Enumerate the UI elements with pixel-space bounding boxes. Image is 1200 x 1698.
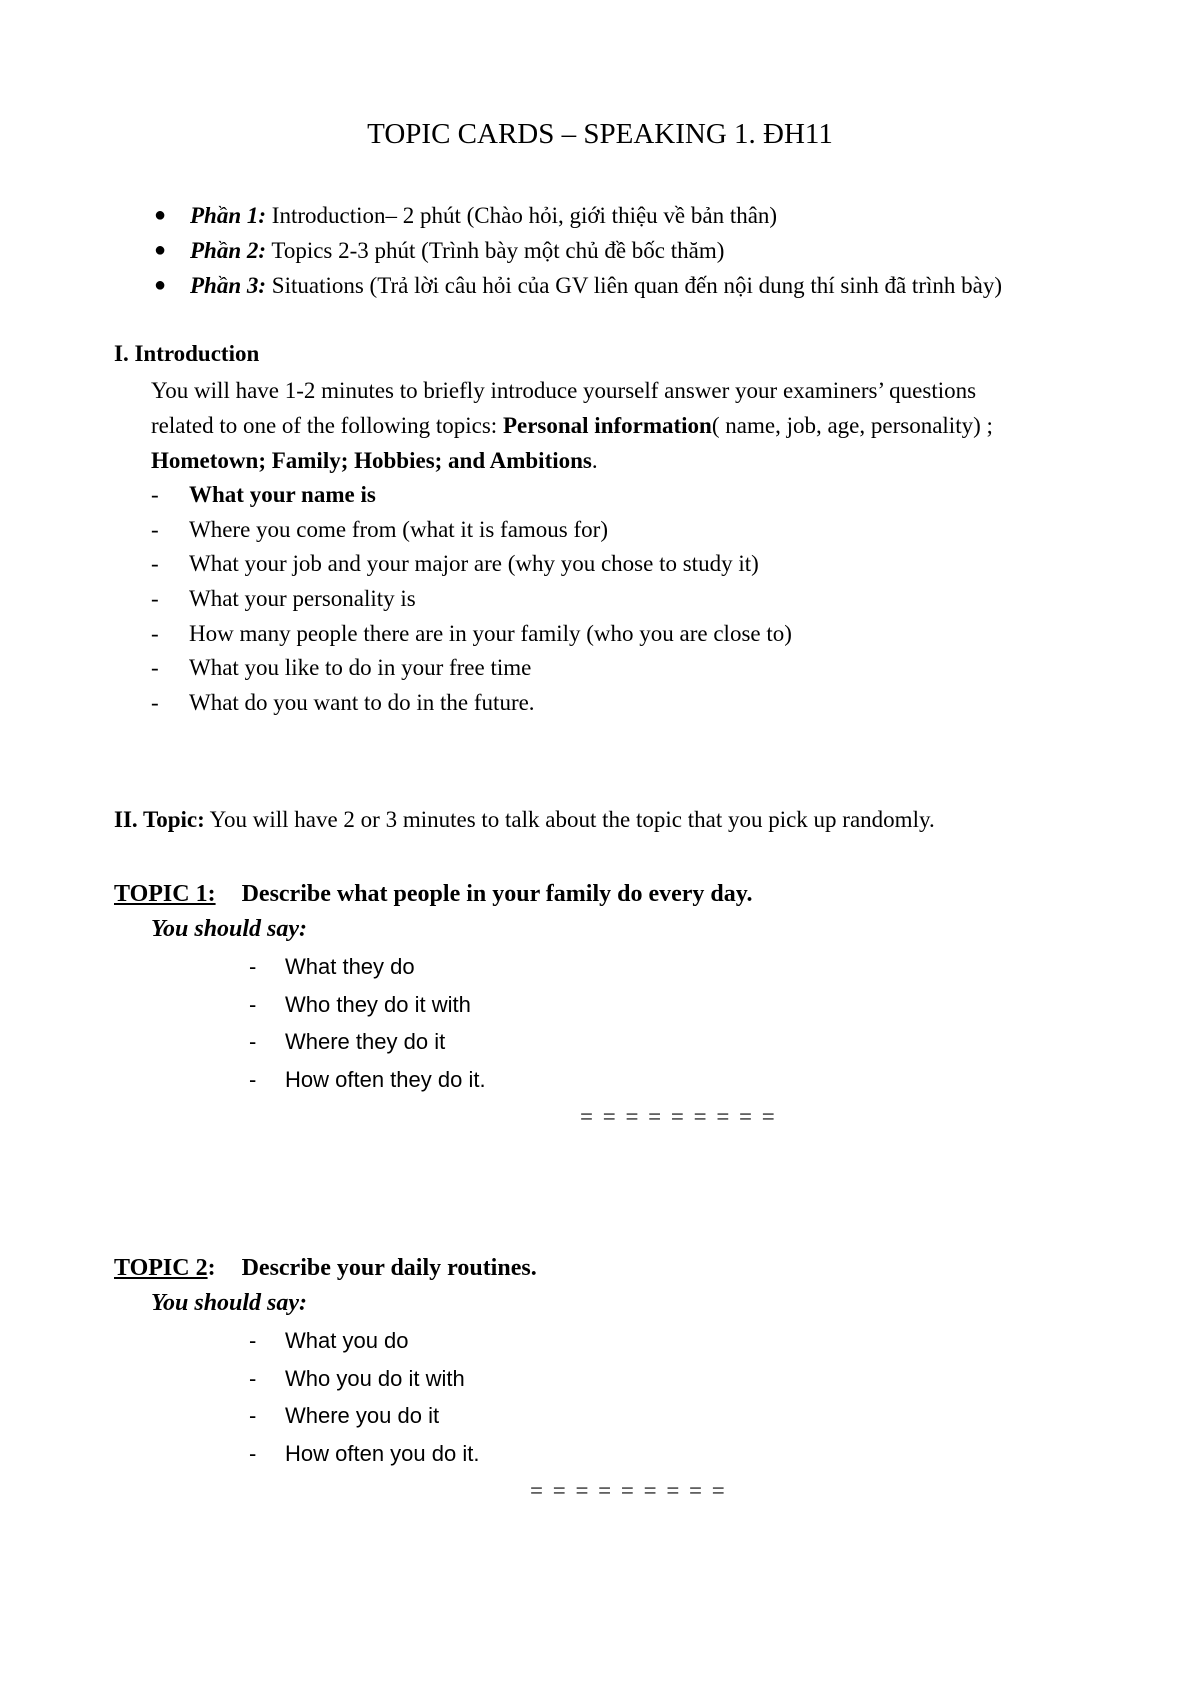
list-item-text: How many people there are in your family (who you are close to) [189, 620, 792, 646]
part-text: Topics 2-3 phút (Trình bày một chủ đề bốc thăm) [266, 238, 725, 263]
bullet-icon: ● [154, 204, 167, 226]
topic-2-should-say: You should say: [151, 1290, 308, 1316]
list-item [148, 198, 1002, 233]
dash-marker: - [249, 1328, 257, 1353]
topic-1-separator: = = = = = = = = = [580, 1104, 777, 1129]
list-item [249, 948, 486, 986]
list-item [151, 513, 792, 548]
list-item [249, 1397, 479, 1435]
list-item [151, 617, 792, 652]
list-item [249, 1322, 479, 1360]
topic-description: Describe what people in your family do every day. [241, 881, 753, 907]
list-item [249, 1023, 486, 1061]
topic-2-separator: = = = = = = = = = [530, 1478, 727, 1503]
list-item-text: Who they do it with [285, 991, 471, 1017]
list-item-text: Who you do it with [285, 1365, 465, 1391]
topic-1-heading [114, 878, 752, 910]
dash-marker: - [249, 954, 257, 979]
part-text: Introduction– 2 phút (Chào hỏi, giới thiệu về bản thân) [266, 203, 778, 228]
introduction-paragraph [151, 373, 1151, 478]
exam-parts-list [148, 198, 1002, 303]
list-item-text: What your personality is [189, 586, 416, 612]
list-item [249, 1061, 486, 1099]
list-item-text: What your name is [189, 482, 376, 507]
list-item-text: Where you do it [285, 1403, 440, 1428]
dash-marker: - [249, 1029, 257, 1054]
list-item-text: What your job and your major are (why you chose to study it) [189, 551, 759, 577]
topic-label: TOPIC 1: [114, 881, 216, 907]
list-item [151, 547, 792, 582]
list-item-text: Where you come from (what it is famous for) [189, 516, 608, 542]
topic-description: Describe your daily routines. [241, 1255, 537, 1281]
list-item-text: What they do [285, 954, 415, 979]
list-item [151, 478, 792, 513]
topic-2-heading [114, 1252, 537, 1284]
list-item-text: What you do [285, 1328, 409, 1353]
dash-marker: - [151, 516, 159, 542]
list-item-text: What you like to do in your free time [189, 655, 532, 681]
dash-marker: - [249, 991, 257, 1017]
dash-marker: - [249, 1440, 257, 1466]
paragraph-line [151, 443, 1151, 478]
dash-marker: - [151, 620, 159, 646]
list-item [151, 651, 792, 686]
list-item-text: How often they do it. [285, 1066, 486, 1092]
introduction-questions-list [151, 478, 792, 721]
dash-marker: - [151, 690, 159, 716]
list-item [249, 1435, 479, 1473]
topic-colon: : [207, 1255, 216, 1281]
topic-label: TOPIC 2 [114, 1255, 208, 1281]
part-label: Phần 1: [190, 203, 267, 228]
part-label: Phần 3: [190, 273, 267, 298]
dash-marker: - [151, 586, 159, 612]
section-topic-text: You will have 2 or 3 minutes to talk about the topic that you pick up randomly. [204, 807, 935, 832]
topic-2-points-list [249, 1322, 479, 1472]
document-title: TOPIC CARDS – SPEAKING 1. ĐH11 [367, 118, 833, 150]
list-item-text: Where they do it [285, 1029, 446, 1054]
dash-marker: - [249, 1403, 257, 1428]
list-item [148, 233, 1002, 268]
list-item [249, 1360, 479, 1398]
paragraph-bold-text: Hometown; Family; Hobbies; and Ambitions [151, 448, 592, 473]
paragraph-bold-text: Personal information [502, 413, 712, 438]
paragraph-text: ( name, job, age, personality) ; [711, 413, 993, 438]
section-topic-intro [114, 805, 935, 835]
dash-marker: - [151, 551, 159, 577]
paragraph-text: related to one of the following topics: [151, 413, 503, 438]
paragraph-line [151, 408, 1151, 443]
list-item [249, 986, 486, 1024]
bullet-icon: ● [154, 274, 167, 296]
section-heading-topic: II. Topic: [114, 807, 205, 832]
paragraph-text: . [591, 448, 598, 473]
dash-marker: - [249, 1066, 257, 1092]
list-item [151, 686, 792, 721]
list-item-text: What do you want to do in the future. [189, 690, 535, 716]
section-heading-introduction: I. Introduction [114, 341, 260, 366]
dash-marker: - [151, 482, 159, 507]
part-text: Situations (Trả lời câu hỏi của GV liên quan đến nội dung thí sinh đã trình bày) [266, 273, 1002, 298]
dash-marker: - [249, 1365, 257, 1391]
topic-1-points-list [249, 948, 486, 1098]
part-label: Phần 2: [190, 238, 267, 263]
list-item [151, 582, 792, 617]
topic-1-should-say: You should say: [151, 916, 308, 942]
list-item-text: How often you do it. [285, 1440, 480, 1466]
paragraph-line: You will have 1-2 minutes to briefly introduce yourself answer your examiners’ questions [151, 378, 977, 403]
bullet-icon: ● [154, 239, 167, 261]
list-item [148, 268, 1002, 303]
dash-marker: - [151, 655, 159, 681]
